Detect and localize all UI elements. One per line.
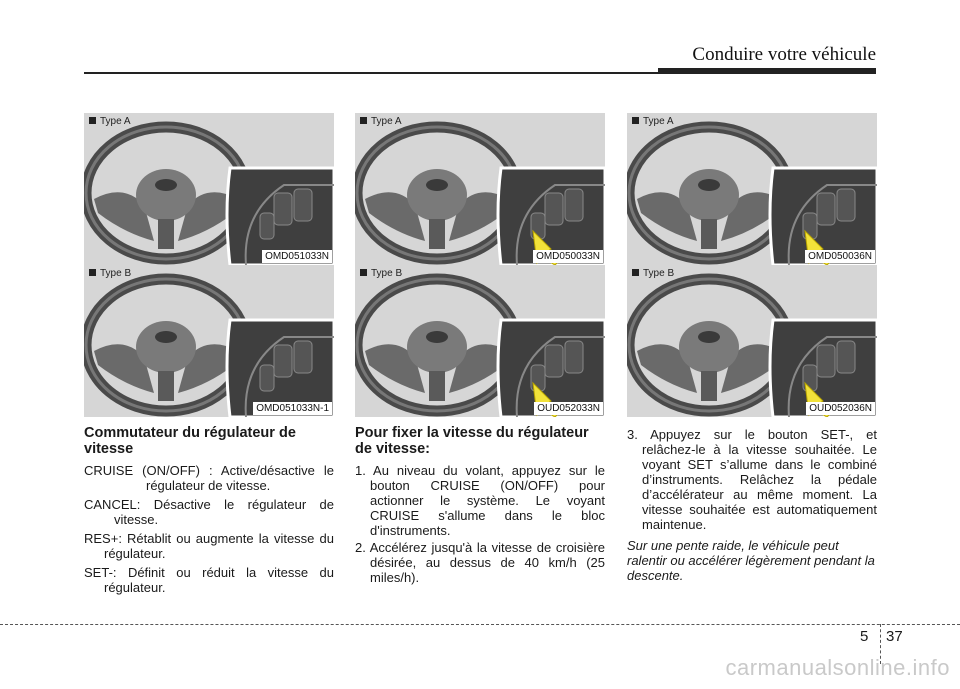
page-number: 37 bbox=[886, 628, 903, 645]
figure-steering-wheel-4 bbox=[355, 265, 605, 417]
footer-rule bbox=[0, 624, 960, 625]
header-rule-accent bbox=[658, 68, 876, 74]
figure-type-label: Type A bbox=[89, 116, 131, 127]
figure-steering-wheel-2 bbox=[84, 265, 334, 417]
section-title-set-speed: Pour fixer la vitesse du régulateur de vitesse: bbox=[355, 425, 589, 457]
steering-wheel-illustration bbox=[355, 265, 605, 417]
watermark: carmanualsonline.info bbox=[725, 655, 950, 680]
figure-type-label: Type A bbox=[632, 116, 674, 127]
definition-cruise: CRUISE (ON/OFF) : Active/désactive le régulateur de vitesse. bbox=[84, 463, 334, 493]
definition-res: RES+: Rétablit ou augmente la vitesse du régulateur. bbox=[84, 531, 334, 561]
figure-code: OUD052033N bbox=[534, 402, 603, 415]
figure-code: OMD050033N bbox=[533, 250, 603, 263]
chapter-number: 5 bbox=[860, 628, 869, 645]
caution-note: Sur une pente raide, le véhicule peut ralentir ou accélérer légèrement pendant la descente. bbox=[627, 538, 875, 583]
figure-type-label: Type B bbox=[360, 268, 402, 279]
steering-wheel-illustration bbox=[627, 113, 877, 265]
figure-code: OMD051033N-1 bbox=[253, 402, 332, 415]
figure-code: OMD050036N bbox=[805, 250, 875, 263]
steering-wheel-illustration bbox=[355, 113, 605, 265]
figure-type-label: Type B bbox=[89, 268, 131, 279]
figure-steering-wheel-3 bbox=[355, 113, 605, 265]
step-3: 3. Appuyez sur le bouton SET-, et relâchez-le à la vitesse souhaitée. Le voyant SET s’allume dans le combiné d’instruments. Relâchez la pédale d’accélérateur au même moment. La vitesse souhaitée est automatiquement maintenue. bbox=[627, 427, 877, 532]
column-3 bbox=[627, 113, 877, 583]
steering-wheel-illustration bbox=[627, 265, 877, 417]
figure-steering-wheel-1 bbox=[84, 113, 334, 265]
column-2 bbox=[355, 113, 605, 587]
step-1: 1. Au niveau du volant, appuyez sur le bouton CRUISE (ON/OFF) pour actionner le système. Le voyant CRUISE s'allume dans le bloc d'instruments. bbox=[355, 463, 605, 538]
steering-wheel-illustration bbox=[84, 113, 334, 265]
figure-type-label: Type A bbox=[360, 116, 402, 127]
section-title-cruise-switch: Commutateur du régulateur de vitesse bbox=[84, 425, 296, 457]
figure-code: OMD051033N bbox=[262, 250, 332, 263]
figure-steering-wheel-6 bbox=[627, 265, 877, 417]
figure-steering-wheel-5 bbox=[627, 113, 877, 265]
definition-set: SET-: Définit ou réduit la vitesse du régulateur. bbox=[84, 565, 334, 595]
definition-cancel: CANCEL: Désactive le régulateur de vitesse. bbox=[84, 497, 334, 527]
figure-type-label: Type B bbox=[632, 268, 674, 279]
figure-code: OUD052036N bbox=[806, 402, 875, 415]
step-2: 2. Accélérez jusqu'à la vitesse de croisière désirée, au dessus de 40 km/h (25 miles/h). bbox=[355, 540, 605, 585]
steering-wheel-illustration bbox=[84, 265, 334, 417]
chapter-title: Conduire votre véhicule bbox=[692, 44, 876, 65]
column-1 bbox=[84, 113, 334, 599]
